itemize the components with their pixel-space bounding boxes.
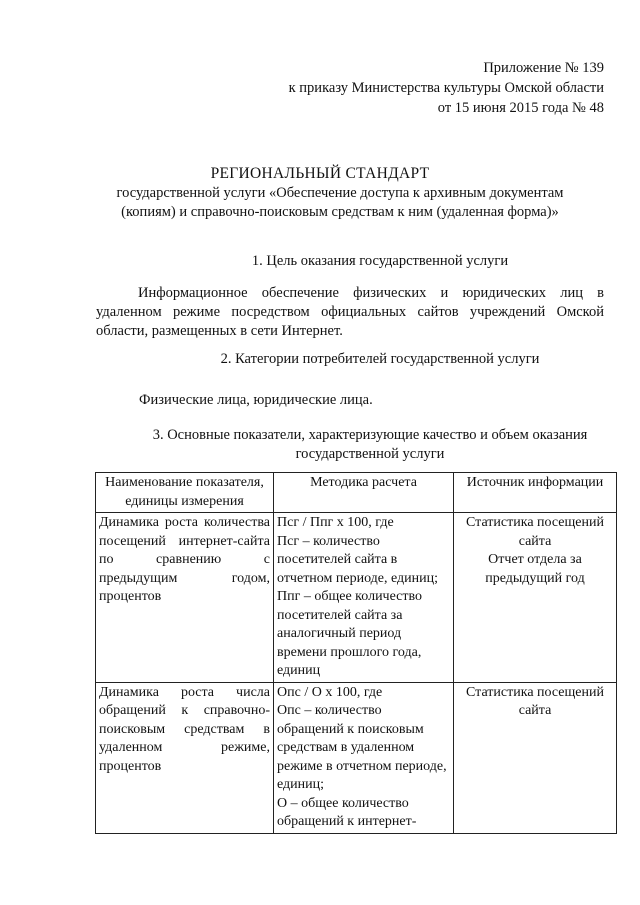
- section-1-text: Информационное обеспечение физических и юридических лиц в удаленном режиме посредством официальных сайтов учреждений Омской области, размещенных в сети Интернет.: [96, 285, 604, 339]
- table-row: [96, 682, 617, 833]
- method-definition: Ппг – общее количество посетителей сайта за аналогичный период времени прошлого года, единиц: [277, 589, 423, 678]
- document-subtitle: государственной услуги «Обеспечение доступа к архивным документам (копиям) и справочно-поисковым средствам к ним (удаленная форма)»: [116, 185, 564, 220]
- indicators-table: [95, 472, 617, 834]
- document-title: РЕГИОНАЛЬНЫЙ СТАНДАРТ: [210, 165, 430, 182]
- method-formula: Опс / О x 100, где: [277, 684, 383, 700]
- source-item: Статистика посещений сайта: [466, 684, 604, 718]
- method-definition: Псг – количество посетителей сайта в отчетном периоде, единиц;: [277, 533, 439, 586]
- annex-order: к приказу Министерства культуры Омской области: [288, 80, 604, 96]
- source-cell: [454, 682, 617, 833]
- section-1-heading: 1. Цель оказания государственной услуги: [251, 253, 509, 269]
- source-cell: [454, 513, 617, 683]
- method-cell: [274, 682, 454, 833]
- method-cell: [274, 513, 454, 683]
- indicator-name-cell: Динамика роста числа обращений к справочно-поисковым средствам в удаленном режиме, процентов: [96, 682, 274, 833]
- method-formula: Псг / Ппг x 100, где: [277, 515, 394, 530]
- indicator-name-cell: Динамика роста количества посещений интернет-сайта по сравнению с предыдущим годом, процентов: [96, 513, 274, 683]
- section-2-text: Физические лица, юридические лица.: [139, 392, 373, 408]
- method-definition: О – общее количество обращений к интернет-: [277, 795, 417, 829]
- section-3-heading: 3. Основные показатели, характеризующие качество и объем оказания государственной услуги: [152, 427, 588, 462]
- table-header-row: [96, 473, 617, 513]
- table-row: [96, 513, 617, 683]
- section-2-heading: 2. Категории потребителей государственной услуги: [220, 351, 540, 367]
- header-source: Источник информации: [454, 473, 617, 513]
- source-item: Статистика посещений сайта: [466, 515, 604, 549]
- annex-date: от 15 июня 2015 года № 48: [437, 100, 604, 116]
- header-indicator-name: Наименование показателя, единицы измерения: [96, 473, 274, 513]
- method-definition: Опс – количество обращений к поисковым средствам в удаленном режиме в отчетном периоде, единиц;: [277, 703, 447, 792]
- annex-block: [289, 58, 604, 118]
- header-method: Методика расчета: [274, 473, 454, 513]
- source-item: Отчет отдела за предыдущий год: [485, 552, 585, 586]
- annex-number: Приложение № 139: [483, 60, 604, 76]
